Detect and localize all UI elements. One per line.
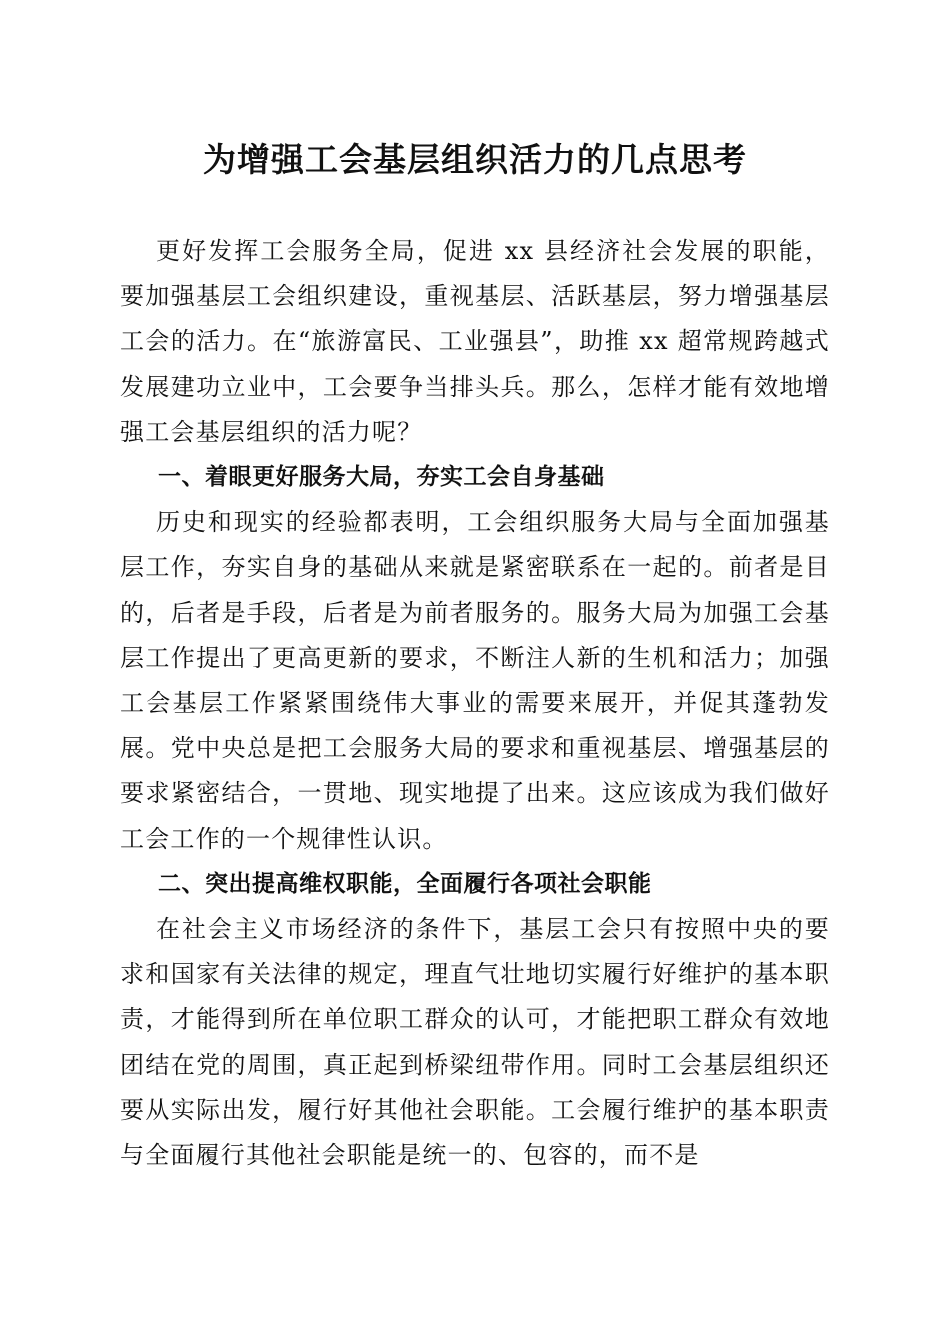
intro-paragraph: 更好发挥工会服务全局，促进 xx 县经济社会发展的职能，要加强基层工会组织建设，重视基层、活跃基层，努力增强基层工会的活力。在“旅游富民、工业强县”，助推 xx 超常规跨越式发展建功立业中，工会要争当排头兵。那么，怎样才能有效地增强工会基层组织的活力呢？ (120, 237, 830, 446)
document-body (120, 229, 830, 1178)
document-title: 为增强工会基层组织活力的几点思考 (203, 140, 747, 179)
section-heading-1: 一、着眼更好服务大局，夯实工会自身基础 (158, 464, 605, 491)
section-paragraph-2: 在社会主义市场经济的条件下，基层工会只有按照中央的要求和国家有关法律的规定，理直气壮地切实履行好维护的基本职责，才能得到所在单位职工群众的认可，才能把职工群众有效地团结在党的周围，真正起到桥梁纽带作用。同时工会基层组织还要从实际出发，履行好其他社会职能。工会履行维护的基本职责与全面履行其他社会职能是统一的、包容的，而不是 (120, 915, 830, 1170)
section-paragraph-1: 历史和现实的经验都表明，工会组织服务大局与全面加强基层工作，夯实自身的基础从来就是紧密联系在一起的。前者是目的，后者是手段，后者是为前者服务的。服务大局为加强工会基层工作提出了更高更新的要求，不断注人新的生机和活力；加强工会基层工作紧紧围绕伟大事业的需要来展开，并促其蓬勃发展。党中央总是把工会服务大局的要求和重视基层、增强基层的要求紧密结合，一贯地、现实地提了出来。这应该成为我们做好工会工作的一个规律性认识。 (120, 508, 830, 853)
section-heading-2: 二、突出提高维权职能，全面履行各项社会职能 (158, 870, 652, 897)
